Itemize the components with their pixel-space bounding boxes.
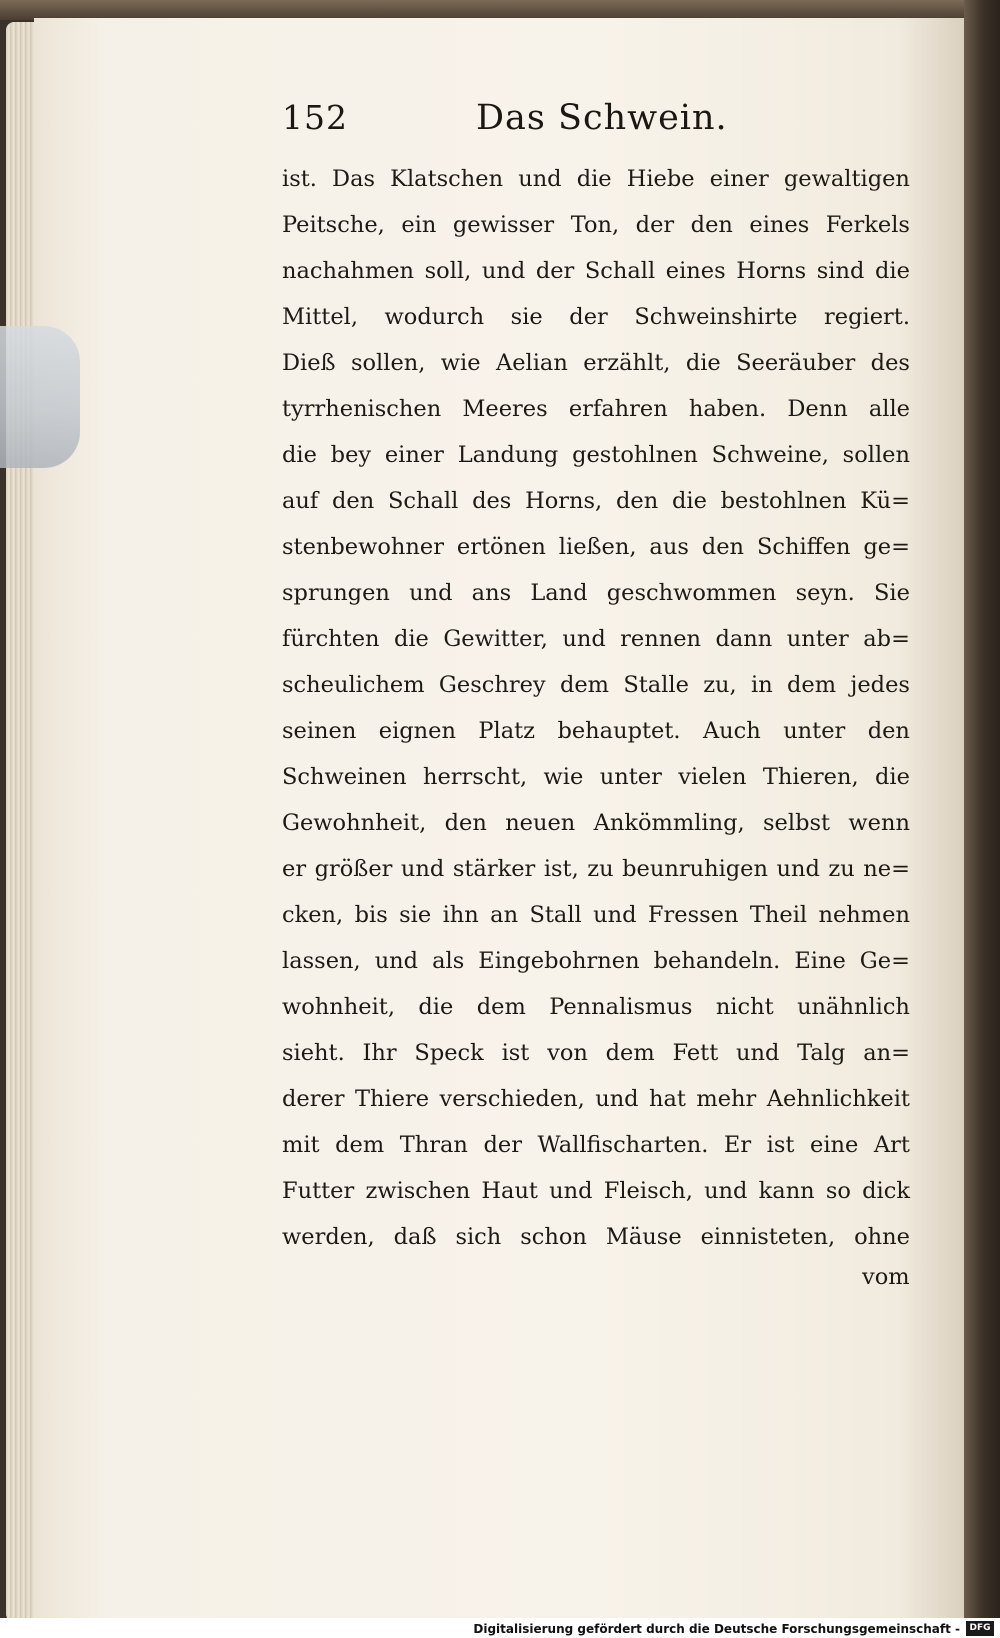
text-word: dem [335,1132,385,1158]
text-word: dem [787,672,837,698]
text-word: schon [520,1224,587,1250]
text-line [282,1030,910,1076]
text-line [282,156,910,202]
text-word: den [332,488,375,514]
text-word: ist [501,1040,530,1066]
text-word: Aehnlichkeit [766,1086,910,1112]
text-word: wie [543,764,584,790]
text-word: ans [471,580,512,606]
text-word: Platz [478,718,536,744]
text-word: ihn [442,902,479,928]
text-word: seinen [282,718,357,744]
text-word: geschwommen [606,580,777,606]
text-word: gewisser [452,212,555,238]
text-word: die [875,764,910,790]
text-word: Landung [457,442,559,468]
text-word: ließen, [558,534,637,560]
text-word: die [874,258,910,284]
text-word: Schweine, [711,442,829,468]
text-word: der [569,304,608,330]
text-word: sollen, [350,350,426,376]
text-word: der [635,212,675,238]
text-word: und [704,1178,748,1204]
text-word: dem [476,994,526,1020]
text-word: Schall [387,488,459,514]
text-word: beunruhigen [622,856,768,882]
text-word: derer [282,1086,345,1112]
text-word: sprungen [282,580,390,606]
text-word: Hiebe [626,166,695,192]
text-word: alle [868,396,910,422]
text-word: den [615,488,659,514]
text-word: Schiffen [756,534,851,560]
text-word: aus [649,534,689,560]
text-word: stenbewohner [282,534,444,560]
catchword: vom [862,1264,910,1290]
text-word: wodurch [384,304,485,330]
text-line [282,984,910,1030]
text-word: von [547,1040,588,1066]
text-word: sie [510,304,543,330]
text-word: den [444,810,487,836]
text-word: mehr [696,1086,757,1112]
text-word: mit [282,1132,320,1158]
text-word: stärker [452,856,536,882]
text-line [282,754,910,800]
text-word: haben. [688,396,767,422]
text-word: Gewitter, [443,626,548,652]
text-word: verschieden, [439,1086,585,1112]
text-word: bestohlnen [720,488,847,514]
text-word: des [870,350,910,376]
text-word: lassen, [282,948,361,974]
text-word: soll, [424,258,472,284]
text-word: auf [282,488,319,514]
text-word: nicht [715,994,774,1020]
text-line [282,1122,910,1168]
text-word: sich [455,1224,502,1250]
text-word: nehmen [818,902,910,928]
text-word: den [867,718,910,744]
text-word: Horns [736,258,807,284]
text-word: ge= [863,534,910,560]
dfg-logo-icon: DFG [966,1621,994,1636]
text-word: der [535,258,575,284]
text-word: Gewohnheit, [282,810,427,836]
text-word: fürchten [282,626,380,652]
text-word: Land [530,580,588,606]
running-head-title: Das Schwein. [476,98,728,138]
text-word: und [374,948,419,974]
text-word: als [432,948,465,974]
text-word: gewaltigen [783,166,910,192]
text-word: die [282,442,317,468]
text-word: Thiere [354,1086,430,1112]
text-word: den [690,212,733,238]
text-word: dem [605,1040,655,1066]
text-word: Fressen [647,902,739,928]
text-line [282,616,910,662]
text-word: Er [723,1132,752,1158]
text-line [282,202,910,248]
text-word: die [671,488,707,514]
text-line [282,1214,910,1260]
text-word: Schweinshirte [634,304,798,330]
text-word: sie [399,902,432,928]
text-word: kann [758,1178,815,1204]
text-word: Peitsche, [282,212,385,238]
text-word: Art [873,1132,910,1158]
text-word: zu [587,856,614,882]
text-word: die [576,166,612,192]
text-word: und [776,856,820,882]
text-word: und [400,856,445,882]
text-word: Stall [529,902,582,928]
text-word: ist, [543,856,579,882]
text-word: tyrrhenischen [282,396,442,422]
text-word: und [481,258,526,284]
text-word: sind [816,258,865,284]
book-top-edge [0,0,1000,20]
text-word: er [282,856,307,882]
digitization-credit: Digitalisierung gefördert durch die Deutsche Forschungsgemeinschaft - [473,1622,960,1636]
text-word: behauptet. [557,718,681,744]
text-line [282,846,910,892]
body-text [282,156,910,1260]
text-word: und [595,1086,639,1112]
text-word: ein [401,212,437,238]
text-word: Sie [873,580,910,606]
text-line [282,662,910,708]
text-word: unter [599,764,662,790]
page-number: 152 [282,98,348,137]
text-word: ne= [863,856,910,882]
text-word: an [490,902,519,928]
text-word: Geschrey [438,672,546,698]
text-word: Stalle [623,672,689,698]
text-word: unter [786,626,849,652]
text-word: einer [384,442,444,468]
text-word: des [472,488,512,514]
text-line [282,938,910,984]
text-word: Meeres [462,396,548,422]
text-word: zu, [703,672,737,698]
text-word: nachahmen [282,258,415,284]
text-word: behandeln. [653,948,781,974]
text-word: wie [440,350,481,376]
text-word: dann [715,626,773,652]
text-word: unähnlich [797,994,910,1020]
text-word: Mäuse [605,1224,682,1250]
text-word: so [825,1178,851,1204]
text-word: sollen [842,442,910,468]
text-line [282,892,910,938]
text-line [282,708,910,754]
text-word: Klatschen [390,166,504,192]
text-word: cken, [282,902,344,928]
text-word: den [701,534,745,560]
text-word: Speck [414,1040,484,1066]
text-line [282,800,910,846]
text-word: ist [766,1132,795,1158]
text-word: bey [330,442,372,468]
text-word: Schweinen [282,764,407,790]
text-word: und [409,580,453,606]
text-word: ohne [854,1224,910,1250]
text-word: zu [828,856,855,882]
text-word: die [418,994,454,1020]
text-word: ertönen [456,534,546,560]
text-word: daß [393,1224,437,1250]
text-word: und [518,166,562,192]
text-word: Futter [282,1178,355,1204]
text-line [282,340,910,386]
text-word: ab= [863,626,910,652]
text-word: scheulichem [282,672,425,698]
text-word: neuen [505,810,576,836]
text-word: Aelian [495,350,568,376]
text-word: größer [314,856,393,882]
text-word: eignen [378,718,456,744]
text-line [282,386,910,432]
text-word: rennen [620,626,702,652]
text-word: Wallfischarten. [537,1132,709,1158]
text-line [282,570,910,616]
text-word: einnisteten, [700,1224,836,1250]
text-word: Ton, [570,212,620,238]
text-word: Fleisch, [603,1178,693,1204]
text-word: sieht. [282,1040,345,1066]
text-word: Denn [787,396,848,422]
text-word: eines [665,258,726,284]
text-word: wenn [848,810,910,836]
running-head [0,98,1000,146]
text-word: Ankömmling, [593,810,745,836]
text-line [282,1076,910,1122]
text-word: wohnheit, [282,994,395,1020]
text-word: Pennalismus [549,994,693,1020]
text-word: und [593,902,637,928]
text-word: ist. [282,166,317,192]
text-word: regiert. [824,304,910,330]
text-word: Mittel, [282,304,358,330]
text-word: Ferkels [825,212,910,238]
text-line [282,248,910,294]
text-word: hat [649,1086,686,1112]
text-word: Schall [584,258,656,284]
text-word: erfahren [568,396,668,422]
text-word: und [549,1178,593,1204]
text-line [282,524,910,570]
text-word: gestohlnen [572,442,698,468]
text-word: Ge= [859,948,910,974]
text-word: die [685,350,721,376]
book-binding-edge [964,0,1000,1638]
text-word: bis [354,902,388,928]
text-word: Auch [702,718,761,744]
text-word: und [562,626,606,652]
text-word: einer [709,166,769,192]
text-word: Theil [749,902,808,928]
text-word: selbst [763,810,831,836]
text-word: Seeräuber [736,350,856,376]
text-word: Thran [399,1132,468,1158]
digitization-footer [0,1618,1000,1638]
text-word: zwischen [365,1178,471,1204]
text-word: dem [559,672,609,698]
text-word: seyn. [795,580,855,606]
bookmark-tab [0,326,80,468]
text-word: Dieß [282,350,336,376]
text-word: dick [862,1178,910,1204]
text-word: vielen [678,764,747,790]
text-word: Fett [672,1040,719,1066]
text-word: werden, [282,1224,375,1250]
text-word: an= [863,1040,910,1066]
text-word: jedes [850,672,910,698]
text-line [282,1168,910,1214]
text-word: Eine [794,948,846,974]
text-word: eine [810,1132,859,1158]
text-line [282,294,910,340]
text-word: Kü= [860,488,910,514]
text-word: Das [332,166,376,192]
text-word: in [751,672,773,698]
text-word: eines [749,212,810,238]
text-word: Thieren, [762,764,859,790]
text-word: Horns, [525,488,603,514]
text-line [282,432,910,478]
text-line [282,478,910,524]
text-word: Haut [481,1178,538,1204]
text-word: Eingebohrnen [478,948,640,974]
text-word: Talg [797,1040,846,1066]
text-word: die [393,626,429,652]
text-word: und [736,1040,780,1066]
text-word: unter [783,718,846,744]
text-word: Ihr [362,1040,397,1066]
text-word: der [483,1132,522,1158]
text-word: erzählt, [583,350,671,376]
text-word: herrscht, [422,764,528,790]
